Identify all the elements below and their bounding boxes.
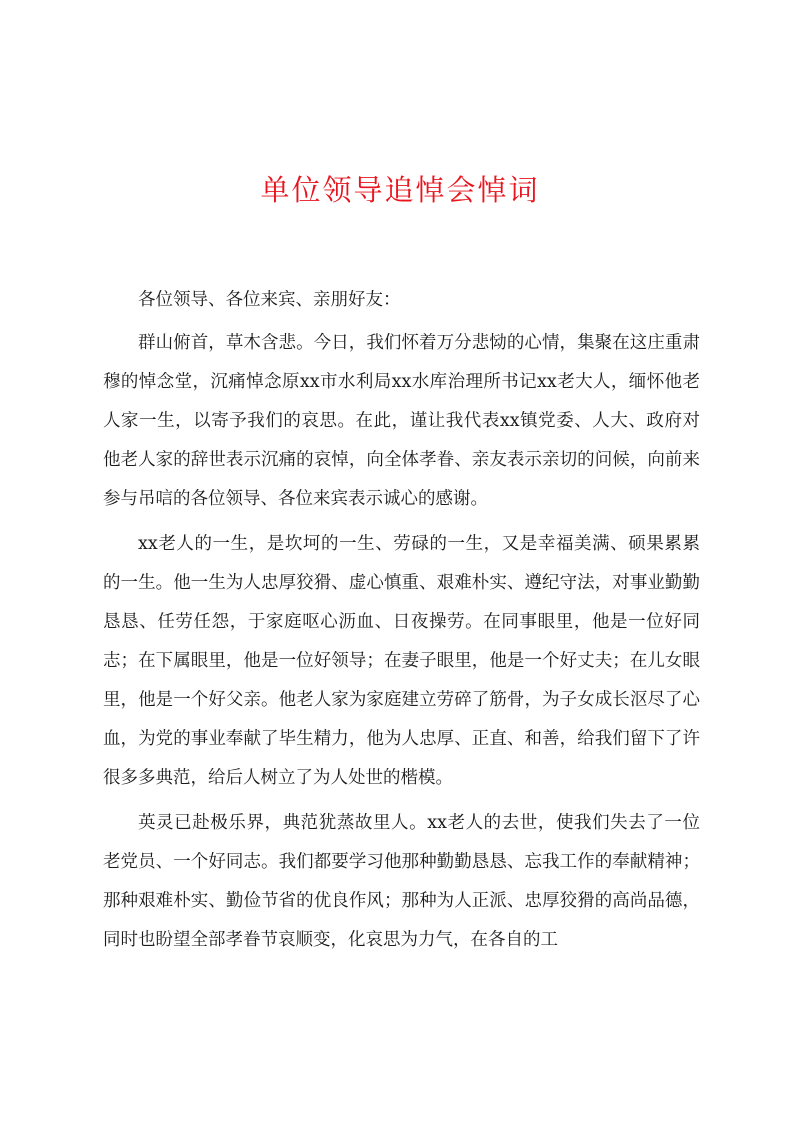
body-paragraph-3: 英灵已赴极乐界，典范犹蒸故里人。xx老人的去世，使我们失去了一位老党员、一个好同志。我们都要学习他那种勤勤恳恳、忘我工作的奉献精神；那种艰难朴实、勤俭节省的优良作风；那种为人正派、忠厚狡猾的高尚品德，同时也盼望全部孝眷节哀顺变，化哀思为力气，在各自的工 <box>103 813 700 950</box>
document-body <box>103 281 700 966</box>
body-paragraph-2: xx老人的一生，是坎坷的一生、劳碌的一生，又是幸福美满、硕果累累的一生。他一生为人忠厚狡猾、虚心慎重、艰难朴实、遵纪守法，对事业勤勤恳恳、任劳任怨，于家庭呕心沥血、日夜操劳。在同事眼里，他是一位好同志；在下属眼里，他是一位好领导；在妻子眼里，他是一个好丈夫；在儿女眼里，他是一个好父亲。他老人家为家庭建立劳碎了筋骨，为子女成长沤尽了心血，为党的事业奉献了毕生精力，他为人忠厚、正直、和善，给我们留下了许很多多典范，给后人树立了为人处世的楷模。 <box>103 534 700 788</box>
salutation-paragraph: 各位领导、各位来宾、亲朋好友： <box>138 290 401 310</box>
body-paragraph-1: 群山俯首，草木含悲。今日，我们怀着万分悲恸的心情，集聚在这庄重肃穆的悼念堂，沉痛悼念原xx市水利局xx水库治理所书记xx老大人，缅怀他老人家一生，以寄予我们的哀思。在此，谨让我代表xx镇党委、人大、政府对他老人家的辞世表示沉痛的哀悼，向全体孝眷、亲友表示亲切的问候，向前来参与吊唁的各位领导、各位来宾表示诚心的感谢。 <box>103 333 700 509</box>
document-title: 单位领导追悼会悼词 <box>260 173 540 207</box>
